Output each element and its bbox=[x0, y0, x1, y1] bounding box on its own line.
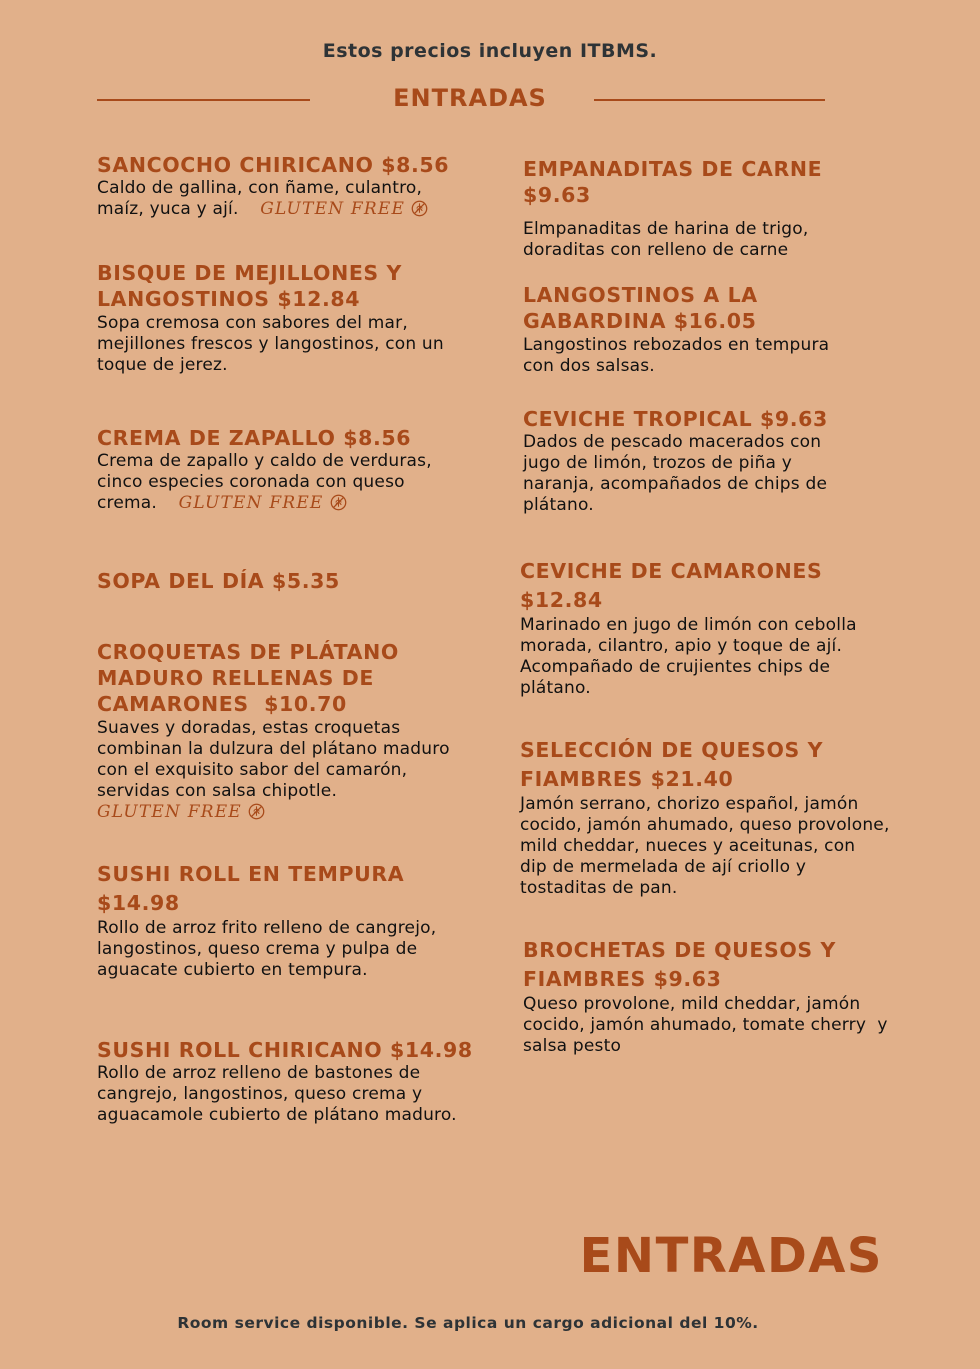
menu-item-sancocho bbox=[97, 152, 477, 220]
item-name: CEVICHE DE CAMARONES $12.84 bbox=[520, 559, 823, 612]
item-name: BISQUE DE MEJILLONES Y LANGOSTINOS $12.84 bbox=[97, 261, 402, 311]
menu-item-empanaditas bbox=[523, 156, 903, 261]
gluten-free-icon bbox=[411, 200, 428, 217]
item-description: Marinado en jugo de limón con cebolla morada, cilantro, apio y toque de ají. Acompañado de crujientes chips de plátano. bbox=[520, 615, 857, 698]
item-name: SOPA DEL DÍA $5.35 bbox=[97, 569, 340, 593]
room-service-note: Room service disponible. Se aplica un cargo adicional del 10%. bbox=[177, 1314, 759, 1332]
item-name: CREMA DE ZAPALLO $8.56 bbox=[97, 426, 412, 450]
title-rule-right bbox=[594, 99, 825, 101]
gluten-free-label: GLUTEN FREE bbox=[179, 493, 347, 513]
menu-item-brochetas bbox=[523, 936, 923, 1057]
item-name: SUSHI ROLL CHIRICANO $14.98 bbox=[97, 1038, 473, 1062]
item-description: Queso provolone, mild cheddar, jamón cocido, jamón ahumado, tomate cherry y salsa pesto bbox=[523, 994, 888, 1056]
item-name: CROQUETAS DE PLÁTANO MADURO RELLENAS DE CAMARONES $10.70 bbox=[97, 640, 399, 716]
menu-item-ceviche-tropical bbox=[523, 406, 903, 516]
item-description: Jamón serrano, chorizo español, jamón cocido, jamón ahumado, queso provolone, mild cheddar, nueces y aceitunas, con dip de mermelada de ají criollo y tostaditas de pan. bbox=[520, 794, 890, 898]
gluten-free-icon bbox=[330, 494, 347, 511]
title-rule-left bbox=[97, 99, 310, 101]
section-title: ENTRADAS bbox=[393, 84, 547, 112]
item-description: Sopa cremosa con sabores del mar, mejillones frescos y langostinos, con un toque de jerez. bbox=[97, 313, 444, 375]
item-name: SANCOCHO CHIRICANO $8.56 bbox=[97, 153, 450, 177]
menu-item-ceviche-camarones bbox=[520, 557, 910, 699]
menu-item-quesos-fiambres bbox=[520, 736, 920, 899]
menu-item-croquetas bbox=[97, 639, 477, 823]
item-name: SUSHI ROLL EN TEMPURA $14.98 bbox=[97, 862, 405, 915]
item-description: Elmpanaditas de harina de trigo, doraditas con relleno de carne bbox=[523, 219, 809, 260]
menu-item-sopa-del-dia bbox=[97, 568, 477, 594]
item-description: Suaves y doradas, estas croquetas combinan la dulzura del plátano maduro con el exquisito sabor del camarón, servidas con salsa chipotle. GLUTEN FREE bbox=[97, 718, 450, 822]
item-name: LANGOSTINOS A LA GABARDINA $16.05 bbox=[523, 283, 758, 333]
page-title-large: ENTRADAS bbox=[579, 1228, 883, 1284]
item-name: BROCHETAS DE QUESOS Y FIAMBRES $9.63 bbox=[523, 938, 836, 991]
item-description: Dados de pescado macerados con jugo de limón, trozos de piña y naranja, acompañados de chips de plátano. bbox=[523, 432, 828, 515]
item-description: Langostinos rebozados en tempura con dos salsas. bbox=[523, 335, 830, 376]
menu-item-crema-zapallo bbox=[97, 425, 477, 514]
gluten-free-label: GLUTEN FREE bbox=[97, 802, 265, 822]
gluten-free-label: GLUTEN FREE bbox=[260, 199, 428, 219]
menu-item-sushi-tempura bbox=[97, 860, 477, 981]
item-description: Caldo de gallina, con ñame, culantro, maíz, yuca y ají. GLUTEN FREE bbox=[97, 178, 477, 220]
menu-item-langostinos-gabardina bbox=[523, 282, 903, 377]
menu-item-bisque bbox=[97, 260, 477, 376]
tax-note: Estos precios incluyen ITBMS. bbox=[322, 40, 658, 62]
menu-item-sushi-chiricano bbox=[97, 1037, 487, 1126]
item-name: EMPANADITAS DE CARNE $9.63 bbox=[523, 157, 823, 207]
item-description: Rollo de arroz frito relleno de cangrejo, langostinos, queso crema y pulpa de aguacate cubierto en tempura. bbox=[97, 918, 437, 980]
item-name: CEVICHE TROPICAL $9.63 bbox=[523, 407, 828, 431]
gluten-free-icon bbox=[248, 803, 265, 820]
item-name: SELECCIÓN DE QUESOS Y FIAMBRES $21.40 bbox=[520, 738, 824, 791]
item-description: Rollo de arroz relleno de bastones de cangrejo, langostinos, queso crema y aguacamole cubierto de plátano maduro. bbox=[97, 1063, 457, 1125]
item-description: Crema de zapallo y caldo de verduras, cinco especies coronada con queso crema. GLUTEN FREE bbox=[97, 451, 432, 513]
